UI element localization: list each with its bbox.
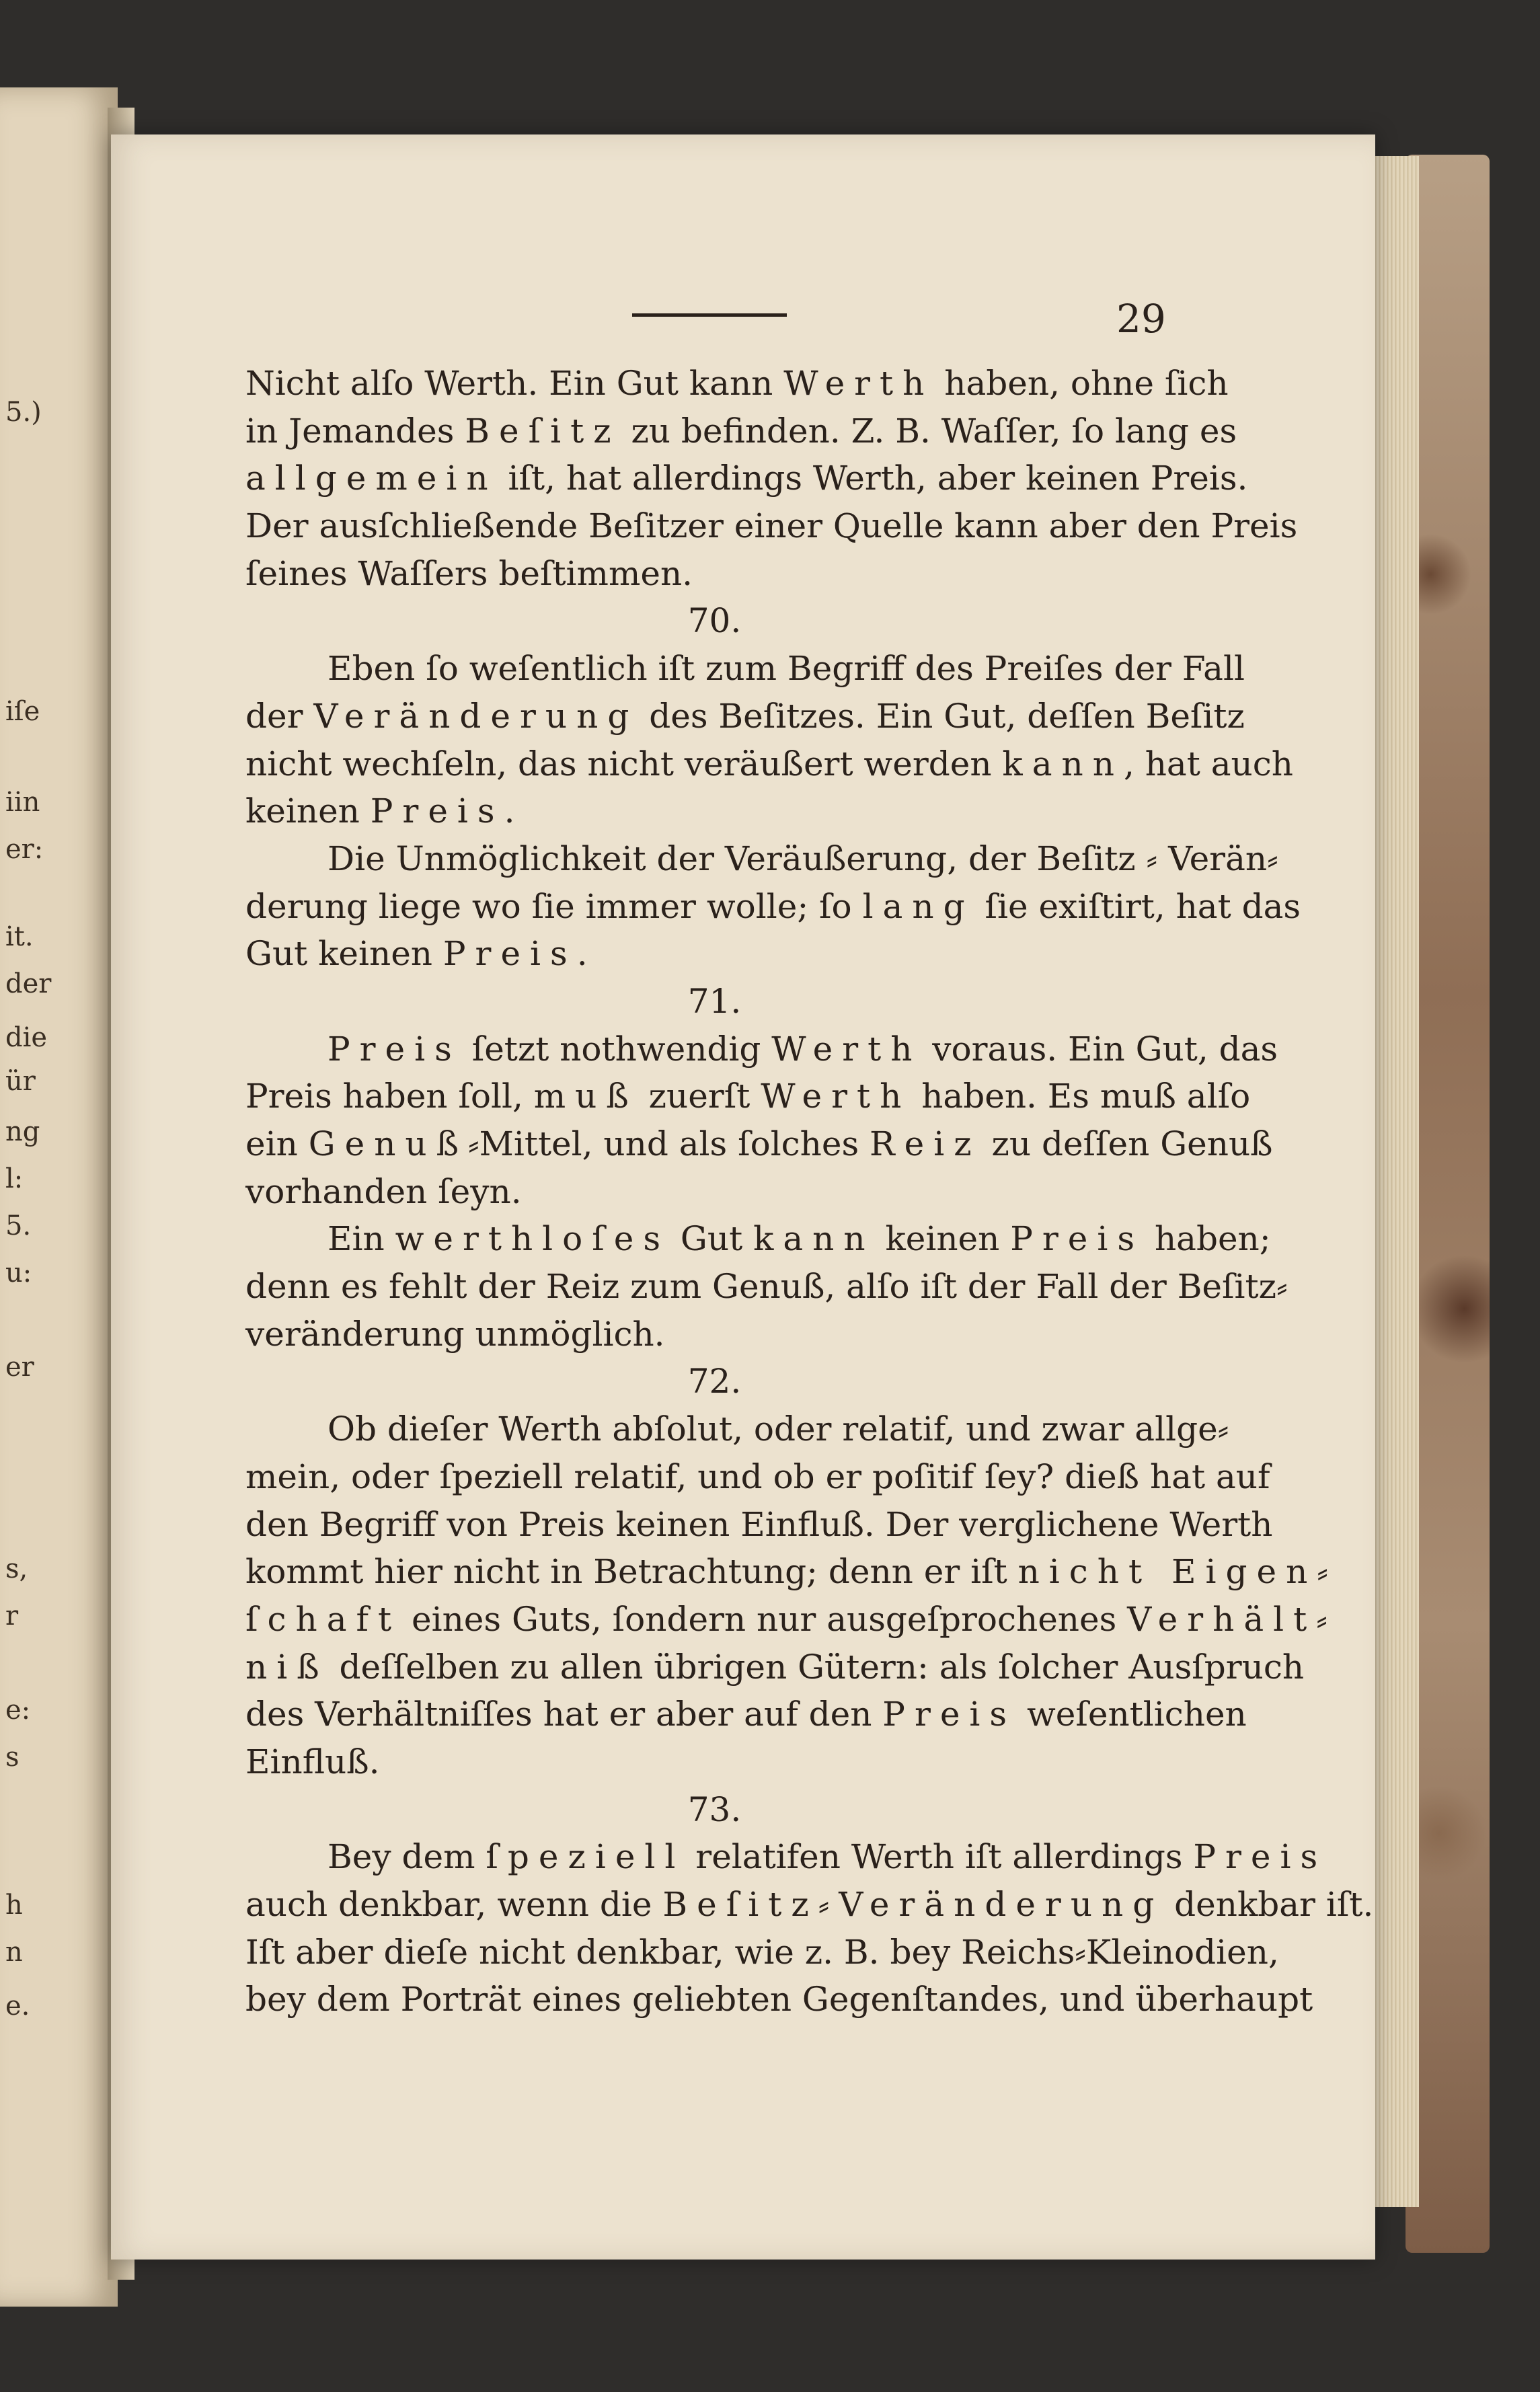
- text-run: Gut: [670, 1219, 754, 1259]
- spaced-emphasis: Genuß: [308, 1124, 469, 1163]
- text-run: , hat auch: [1123, 744, 1293, 783]
- left-page-fragment: l:: [5, 1163, 24, 1194]
- spaced-emphasis: werthloſes: [395, 1219, 670, 1259]
- text-line: [245, 1073, 1251, 1120]
- text-run: nicht wechſeln, das nicht veräußert werden: [245, 744, 1003, 783]
- text-line: [245, 1548, 1338, 1596]
- spaced-emphasis: Preis: [328, 1029, 461, 1069]
- text-run: ⸗Mittel, und als ſolches: [468, 1124, 870, 1163]
- text-run: haben. Es muß alſo: [911, 1077, 1251, 1116]
- page-fore-edge: [1372, 156, 1419, 2207]
- text-run: 73.: [687, 1789, 742, 1829]
- text-line: [245, 1453, 1270, 1501]
- left-page-fragment: er: [5, 1352, 34, 1383]
- text-run: 70.: [687, 601, 742, 641]
- left-page-fragment: e:: [5, 1695, 31, 1726]
- text-line: [245, 550, 1184, 598]
- text-run: 72.: [687, 1362, 742, 1401]
- text-line: [245, 502, 1298, 550]
- text-run: denn es fehlt der Reiz zum Genuß, alſo iſt der Fall der Beſitz⸗: [245, 1267, 1288, 1307]
- left-page-fragment: 5.): [5, 397, 42, 428]
- spaced-emphasis: nicht Eigen⸗: [1017, 1552, 1338, 1592]
- spaced-emphasis: kann: [753, 1219, 875, 1259]
- text-run: ſetzt nothwendig: [461, 1029, 772, 1069]
- text-run: weſentlichen: [1016, 1695, 1247, 1734]
- text-run: zu deſſen Genuß: [980, 1124, 1273, 1163]
- text-run: Eben ſo weſentlich iſt zum Begriff des Preiſes der Fall: [328, 649, 1245, 689]
- spaced-emphasis: niß: [245, 1647, 329, 1687]
- text-line: [245, 1881, 1374, 1929]
- text-run: bey dem Porträt eines geliebten Gegenſtandes, und überhaupt: [245, 1980, 1313, 2019]
- text-line: [245, 740, 1293, 788]
- text-run: Ein: [328, 1219, 395, 1259]
- spaced-emphasis: Werth: [783, 364, 934, 403]
- text-line: [245, 1691, 1247, 1738]
- left-page-fragment: 5.: [5, 1210, 32, 1241]
- left-page-fragment: iſe: [5, 696, 40, 727]
- text-run: veränderung unmöglich.: [245, 1314, 665, 1354]
- text-line: [245, 1596, 1337, 1644]
- text-run: .: [576, 934, 588, 974]
- text-run: eines Guts, ſondern nur ausgeſprochenes: [401, 1599, 1128, 1639]
- text-run: Iſt aber dieſe nicht denkbar, wie z. B. bey Reichs⸗Kleinodien,: [245, 1932, 1279, 1972]
- left-page-fragment: iin: [5, 787, 40, 818]
- spaced-emphasis: Werth: [761, 1077, 911, 1116]
- text-run: mein, oder ſpeziell relatif, und ob er poſitif ſey? dieß hat auf: [245, 1457, 1270, 1496]
- text-run: in Jemandes: [245, 411, 465, 451]
- text-run: haben, ohne ſich: [933, 364, 1229, 403]
- section-number: [245, 978, 1184, 1026]
- text-run: Nicht alſo Werth. Ein Gut kann: [245, 364, 784, 403]
- left-page-fragment: r: [5, 1600, 19, 1631]
- text-line: [245, 787, 1184, 835]
- text-run: ein: [245, 1124, 309, 1163]
- spaced-emphasis: Verhält⸗: [1127, 1599, 1337, 1639]
- text-run: Der ausſchließende Beſitzer einer Quelle kann aber den Preis: [245, 506, 1298, 546]
- text-run: kommt hier nicht in Betrachtung; denn er iſt: [245, 1552, 1018, 1592]
- text-run: Bey dem: [328, 1837, 486, 1877]
- text-line: [245, 1405, 1229, 1453]
- left-page-fragment: it.: [5, 921, 34, 952]
- text-line: [245, 1833, 1327, 1881]
- section-number: [245, 1358, 1184, 1405]
- left-page-fragment: n: [5, 1937, 23, 1968]
- text-line: [245, 360, 1229, 408]
- text-line: [245, 1120, 1273, 1168]
- text-run: Gut keinen: [245, 934, 443, 974]
- section-number: [245, 1786, 1184, 1834]
- text-line: [245, 835, 1278, 883]
- text-run: Ob dieſer Werth abſolut, oder relatif, und zwar allge⸗: [328, 1410, 1229, 1449]
- text-line: [245, 645, 1245, 693]
- left-page-fragment: er:: [5, 834, 44, 865]
- text-run: auch denkbar, wenn die: [245, 1885, 663, 1924]
- page-number: 29: [1116, 296, 1166, 342]
- text-line: [245, 883, 1301, 931]
- text-run: voraus. Ein Gut, das: [921, 1029, 1278, 1069]
- left-page-fragment: der: [5, 968, 52, 999]
- text-line: [245, 1311, 1184, 1358]
- spaced-emphasis: Reiz: [870, 1124, 981, 1163]
- page-text: [245, 360, 1374, 2023]
- text-line: [245, 1644, 1305, 1691]
- text-run: deſſelben zu allen übrigen Gütern: als ſolcher Ausſpruch: [328, 1647, 1305, 1687]
- spaced-emphasis: Preis: [1010, 1219, 1145, 1259]
- spaced-emphasis: ſpeziell: [486, 1837, 685, 1877]
- text-run: ſeines Waſſers beſtimmen.: [245, 553, 693, 593]
- text-run: 71.: [687, 981, 742, 1021]
- text-line: [245, 1976, 1313, 2023]
- text-run: iſt, hat allerdings Werth, aber keinen Preis.: [497, 459, 1248, 498]
- text-run: zu befinden. Z. B. Waſſer, ſo lang es: [620, 411, 1237, 451]
- spaced-emphasis: Preis: [1193, 1837, 1327, 1877]
- text-line: [245, 1026, 1278, 1073]
- text-run: haben;: [1144, 1219, 1271, 1259]
- spaced-emphasis: muß: [533, 1077, 638, 1116]
- text-run: keinen: [874, 1219, 1011, 1259]
- text-run: .: [504, 792, 515, 831]
- text-line: [245, 930, 1184, 978]
- spaced-emphasis: lang: [862, 886, 974, 926]
- left-page: [0, 87, 118, 2307]
- spaced-emphasis: Beſitz: [465, 411, 621, 451]
- text-run: derung liege wo ſie immer wolle; ſo: [245, 886, 863, 926]
- text-run: keinen: [245, 792, 371, 831]
- text-run: vorhanden ſeyn.: [245, 1171, 522, 1211]
- section-number: [245, 597, 1184, 645]
- spaced-emphasis: Werth: [771, 1029, 922, 1069]
- text-line: [245, 1501, 1273, 1549]
- text-line: [245, 1929, 1279, 1976]
- left-page-fragment: u:: [5, 1258, 32, 1288]
- text-run: Die Unmöglichkeit der Veräußerung, der Beſitz ⸗ Verän⸗: [328, 839, 1278, 878]
- left-page-fragment: h: [5, 1890, 23, 1921]
- left-page-fragment: s,: [5, 1553, 28, 1584]
- spaced-emphasis: Preis: [370, 792, 504, 831]
- left-page-fragment: ng: [5, 1116, 40, 1147]
- text-line: [245, 408, 1237, 455]
- text-run: relatifen Werth iſt allerdings: [685, 1837, 1194, 1877]
- spaced-emphasis: ſchaft: [245, 1599, 401, 1639]
- spaced-emphasis: allgemein: [245, 459, 498, 498]
- header-rule: [632, 313, 787, 317]
- text-line: [245, 1215, 1271, 1263]
- spaced-emphasis: kann: [1002, 744, 1124, 783]
- spaced-emphasis: Veränderung: [313, 696, 639, 736]
- text-line: [245, 693, 1245, 740]
- text-run: Einfluß.: [245, 1742, 380, 1781]
- text-run: zuerſt: [638, 1077, 761, 1116]
- text-run: Preis haben ſoll,: [245, 1077, 534, 1116]
- text-run: der: [245, 696, 314, 736]
- text-line: [245, 1168, 1184, 1216]
- left-page-fragment: s: [5, 1742, 20, 1773]
- spaced-emphasis: Beſitz⸗Veränderung: [662, 1885, 1164, 1924]
- text-run: den Begriff von Preis keinen Einfluß. Der verglichene Werth: [245, 1504, 1273, 1544]
- left-page-fragment: e.: [5, 1991, 30, 2021]
- spaced-emphasis: Preis: [882, 1695, 1017, 1734]
- text-run: ſie exiſtirt, hat das: [974, 886, 1301, 926]
- spaced-emphasis: Preis: [442, 934, 577, 974]
- text-line: [245, 1738, 1184, 1786]
- text-run: des Beſitzes. Ein Gut, deſſen Beſitz: [638, 696, 1245, 736]
- text-line: [245, 1263, 1288, 1311]
- left-page-fragment: die: [5, 1022, 48, 1053]
- left-page-fragment: ür: [5, 1066, 36, 1097]
- text-run: des Verhältniſſes hat er aber auf den: [245, 1695, 883, 1734]
- text-line: [245, 455, 1248, 502]
- text-run: denkbar iſt.: [1163, 1885, 1374, 1924]
